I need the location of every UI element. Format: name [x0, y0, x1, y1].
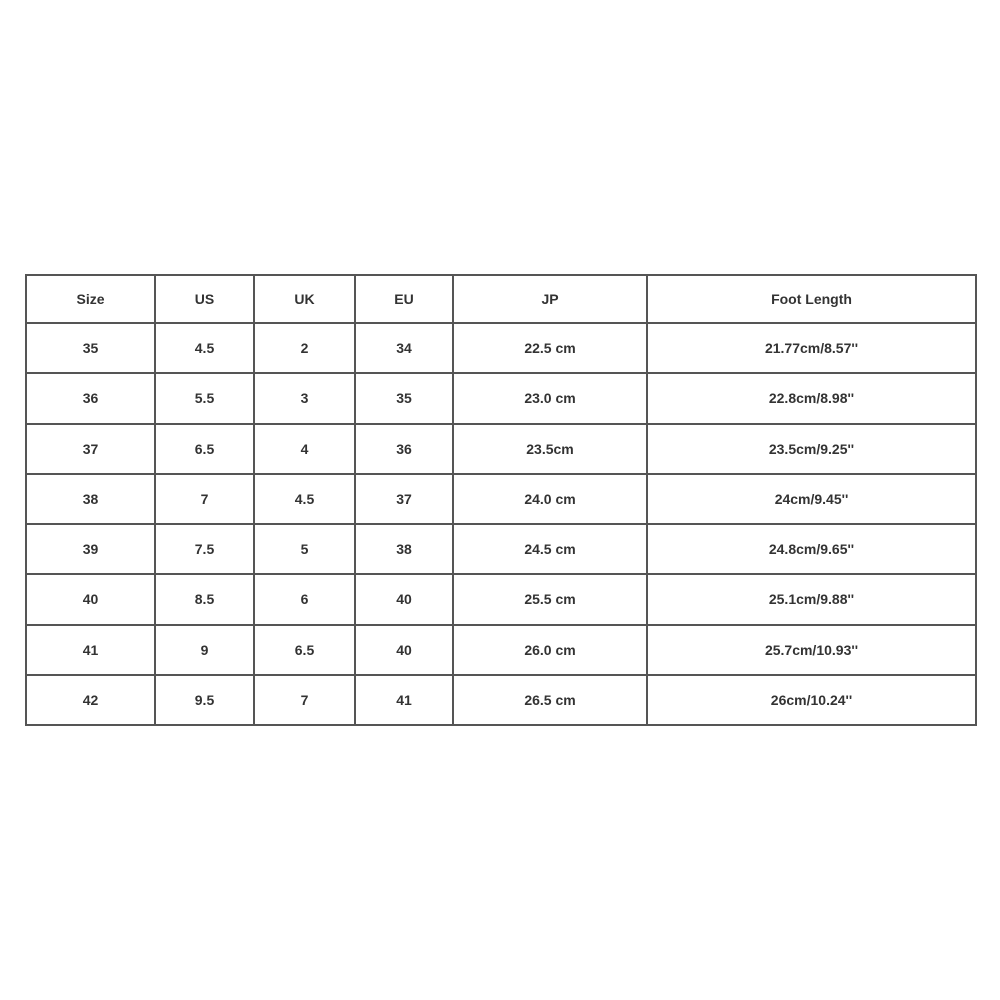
header-us: US	[155, 275, 254, 323]
cell-foot-length: 22.8cm/8.98''	[647, 373, 976, 423]
cell-eu: 36	[355, 424, 453, 474]
cell-jp: 22.5 cm	[453, 323, 647, 373]
table-row	[26, 524, 976, 574]
cell-jp: 23.0 cm	[453, 373, 647, 423]
cell-foot-length: 25.1cm/9.88''	[647, 574, 976, 624]
cell-size: 39	[26, 524, 155, 574]
cell-us: 5.5	[155, 373, 254, 423]
cell-foot-length: 24.8cm/9.65''	[647, 524, 976, 574]
table-row	[26, 625, 976, 675]
header-jp: JP	[453, 275, 647, 323]
cell-uk: 6	[254, 574, 355, 624]
header-foot-length: Foot Length	[647, 275, 976, 323]
cell-size: 36	[26, 373, 155, 423]
table-row	[26, 424, 976, 474]
cell-jp: 25.5 cm	[453, 574, 647, 624]
table-row	[26, 675, 976, 725]
cell-eu: 35	[355, 373, 453, 423]
cell-us: 9.5	[155, 675, 254, 725]
cell-uk: 4.5	[254, 474, 355, 524]
header-uk: UK	[254, 275, 355, 323]
size-chart-table	[25, 274, 977, 726]
cell-size: 35	[26, 323, 155, 373]
cell-foot-length: 25.7cm/10.93''	[647, 625, 976, 675]
cell-uk: 7	[254, 675, 355, 725]
cell-us: 4.5	[155, 323, 254, 373]
cell-foot-length: 23.5cm/9.25''	[647, 424, 976, 474]
cell-foot-length: 26cm/10.24''	[647, 675, 976, 725]
cell-eu: 37	[355, 474, 453, 524]
cell-jp: 26.0 cm	[453, 625, 647, 675]
cell-uk: 2	[254, 323, 355, 373]
cell-eu: 34	[355, 323, 453, 373]
cell-us: 6.5	[155, 424, 254, 474]
cell-size: 40	[26, 574, 155, 624]
table-row	[26, 373, 976, 423]
cell-us: 8.5	[155, 574, 254, 624]
cell-eu: 41	[355, 675, 453, 725]
cell-uk: 6.5	[254, 625, 355, 675]
table-row	[26, 474, 976, 524]
header-size: Size	[26, 275, 155, 323]
cell-jp: 24.0 cm	[453, 474, 647, 524]
cell-size: 37	[26, 424, 155, 474]
cell-size: 38	[26, 474, 155, 524]
cell-size: 42	[26, 675, 155, 725]
cell-eu: 38	[355, 524, 453, 574]
table-row	[26, 323, 976, 373]
cell-uk: 3	[254, 373, 355, 423]
cell-foot-length: 21.77cm/8.57''	[647, 323, 976, 373]
cell-us: 7	[155, 474, 254, 524]
cell-jp: 26.5 cm	[453, 675, 647, 725]
cell-uk: 5	[254, 524, 355, 574]
table-header-row	[26, 275, 976, 323]
cell-jp: 23.5cm	[453, 424, 647, 474]
cell-us: 7.5	[155, 524, 254, 574]
cell-jp: 24.5 cm	[453, 524, 647, 574]
cell-us: 9	[155, 625, 254, 675]
cell-uk: 4	[254, 424, 355, 474]
header-eu: EU	[355, 275, 453, 323]
table-row	[26, 574, 976, 624]
cell-size: 41	[26, 625, 155, 675]
cell-eu: 40	[355, 625, 453, 675]
cell-eu: 40	[355, 574, 453, 624]
cell-foot-length: 24cm/9.45''	[647, 474, 976, 524]
